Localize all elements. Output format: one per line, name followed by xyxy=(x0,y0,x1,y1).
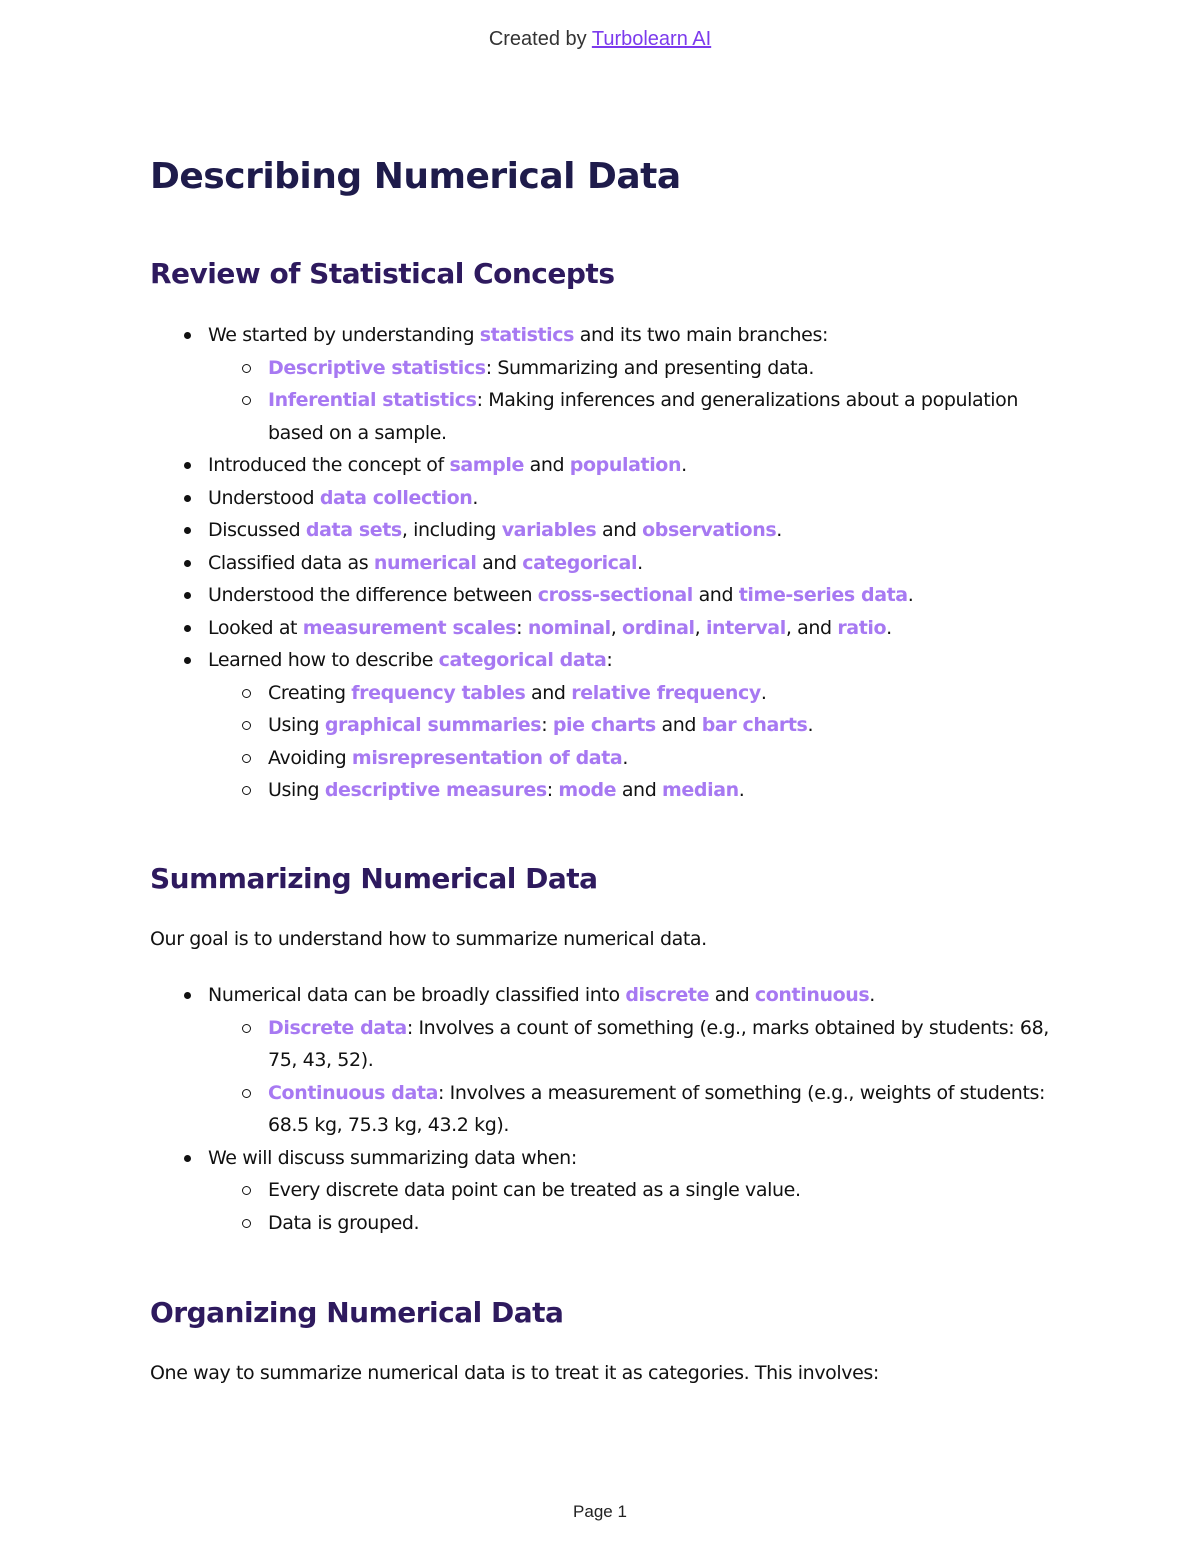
list-item: Avoiding misrepresentation of data. xyxy=(208,742,1050,775)
page-title: Describing Numerical Data xyxy=(150,156,681,197)
list-item: Descriptive statistics: Summarizing and presenting data. xyxy=(208,352,1050,385)
keyword: misrepresentation of data xyxy=(351,746,623,769)
keyword: data collection xyxy=(319,486,473,509)
list-item: Learned how to describe categorical data: Creating frequency tables and relative frequency. Using graphical summaries: pie charts and bar charts. Avoiding misrepresentation of data. Using descriptive measures: mode and median. xyxy=(150,644,1050,807)
document-body xyxy=(150,152,1050,1390)
list-item: We started by understanding statistics and its two main branches: Descriptive statistics: Summarizing and presenting data. Inferential statistics: Making inferences and generalizations about a population based on a sample. xyxy=(150,319,1050,449)
header-prefix: Created by xyxy=(488,28,587,50)
list-item: Understood the difference between cross-sectional and time-series data. xyxy=(150,579,1050,612)
list-item: Using descriptive measures: mode and median. xyxy=(208,774,1050,807)
keyword: discrete xyxy=(625,984,710,1006)
section-heading-summarizing: Summarizing Numerical Data xyxy=(150,861,598,895)
keyword: relative frequency xyxy=(571,681,761,704)
keyword: ordinal xyxy=(622,616,695,639)
list-item: Continuous data: Involves a measurement of something (e.g., weights of students: 68.5 kg, 75.3 kg, 43.2 kg). xyxy=(208,1077,1050,1142)
sub-list xyxy=(208,1012,1050,1142)
keyword: pie charts xyxy=(552,714,656,736)
list-item: Using graphical summaries: pie charts and bar charts. xyxy=(208,709,1050,742)
keyword: categorical xyxy=(522,551,638,574)
page-header xyxy=(0,28,1200,51)
keyword: sample xyxy=(449,454,524,476)
keyword: measurement scales xyxy=(302,616,517,639)
organizing-intro: One way to summarize numerical data is to treat it as categories. This involves: xyxy=(150,1362,879,1384)
keyword: population xyxy=(569,454,682,476)
keyword: interval xyxy=(705,616,786,639)
sub-list xyxy=(208,352,1050,450)
page-number: Page 1 xyxy=(573,1502,627,1521)
list-item: Understood data collection. xyxy=(150,482,1050,515)
keyword: graphical summaries xyxy=(324,714,542,736)
keyword: data sets xyxy=(305,519,402,541)
sub-list xyxy=(208,677,1050,807)
section-heading-organizing: Organizing Numerical Data xyxy=(150,1296,564,1329)
list-item: We will discuss summarizing data when: Every discrete data point can be treated as a single value. Data is grouped. xyxy=(150,1142,1050,1240)
list-item: Introduced the concept of sample and population. xyxy=(150,449,1050,482)
keyword: time-series data xyxy=(738,584,908,606)
list-item: Discussed data sets, including variables and observations. xyxy=(150,514,1050,547)
list-item: Looked at measurement scales: nominal, ordinal, interval, and ratio. xyxy=(150,612,1050,645)
keyword: bar charts xyxy=(701,714,808,736)
keyword: frequency tables xyxy=(351,681,526,704)
list-item: Data is grouped. xyxy=(208,1207,1050,1240)
list-item: Classified data as numerical and categorical. xyxy=(150,547,1050,580)
keyword: nominal xyxy=(527,616,611,639)
keyword: variables xyxy=(501,519,597,541)
keyword: ratio xyxy=(837,616,887,639)
list-item: Numerical data can be broadly classified into discrete and continuous. Discrete data: Involves a count of something (e.g., marks obtained by students: 68, 75, 43, 52). Continuous data: Involves a measurement of something (e.g., weights of students: 68.5 kg, 75.3 kg, 43.2 kg). xyxy=(150,979,1050,1142)
keyword: statistics xyxy=(479,324,575,346)
keyword: categorical data xyxy=(438,649,607,671)
summarizing-intro: Our goal is to understand how to summarize numerical data. xyxy=(150,927,707,950)
section-heading-review: Review of Statistical Concepts xyxy=(150,257,615,290)
keyword: Continuous data xyxy=(268,1081,439,1104)
keyword: numerical xyxy=(373,551,477,574)
keyword: mode xyxy=(558,779,617,801)
keyword: observations xyxy=(642,519,777,541)
sub-list xyxy=(208,1174,1050,1239)
list-item: Discrete data: Involves a count of something (e.g., marks obtained by students: 68, 75, 43, 52). xyxy=(208,1012,1050,1077)
keyword: cross-sectional xyxy=(537,584,693,606)
list-item: Inferential statistics: Making inferences and generalizations about a population based on a sample. xyxy=(208,384,1050,449)
keyword: descriptive measures xyxy=(324,779,547,801)
summarizing-list xyxy=(150,979,1050,1239)
keyword: continuous xyxy=(754,984,870,1006)
list-item: Every discrete data point can be treated as a single value. xyxy=(208,1174,1050,1207)
keyword: Inferential statistics xyxy=(268,389,477,411)
keyword: Discrete data xyxy=(268,1016,407,1039)
keyword: Descriptive statistics xyxy=(268,356,486,379)
list-item: Creating frequency tables and relative frequency. xyxy=(208,677,1050,710)
review-list xyxy=(150,319,1050,807)
turbolearn-link[interactable]: Turbolearn AI xyxy=(591,28,712,50)
keyword: median xyxy=(662,779,739,801)
